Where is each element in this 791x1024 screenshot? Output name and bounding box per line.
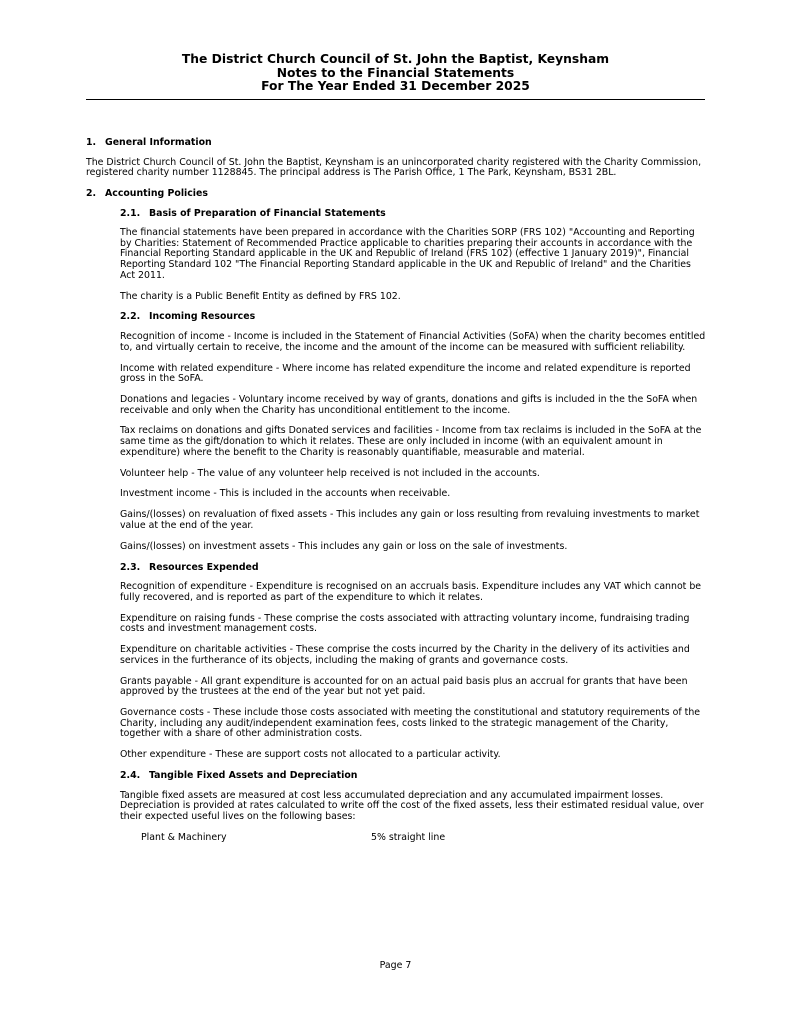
section-number: 1. bbox=[86, 137, 97, 148]
paragraph: Gains/(losses) on revaluation of fixed assets - This includes any gain or loss resulting from revaluing investments to market value at the end of the year. bbox=[120, 509, 700, 531]
paragraph: Recognition of expenditure - Expenditure is recognised on an accruals basis. Expenditure includes any VAT which cannot be fully recovered, and is reported as part of the expenditure to which it relates. bbox=[120, 581, 702, 603]
notes-body bbox=[86, 138, 706, 843]
section-heading-general-information bbox=[86, 138, 706, 149]
depreciation-rate-row bbox=[141, 833, 706, 844]
paragraph: The financial statements have been prepared in accordance with the Charities SORP (FRS 102) "Accounting and Reporting by Charities: Statement of Recommended Practice applicable to charities preparing their accounts in accordance with the Financial Reporting Standard applicable in the UK and Republic of Ireland (FRS 102) (effective 1 January 2019)", Financial Reporting Standard 102 "The Financial Reporting Standard applicable in the UK and Republic of Ireland" and the Charities Act 2011. bbox=[120, 227, 695, 281]
page-number: Page 7 bbox=[379, 960, 412, 971]
section-heading-accounting-policies bbox=[86, 189, 706, 200]
subsection-heading-resources-expended bbox=[120, 563, 706, 574]
paragraph: Recognition of income - Income is included in the Statement of Financial Activities (SoFA) when the charity becomes entitled to, and virtually certain to receive, the income and the amount of the income can be measured with sufficient reliability. bbox=[120, 331, 706, 353]
subsection-heading-basis-of-preparation bbox=[120, 209, 706, 220]
paragraph: Donations and legacies - Voluntary income received by way of grants, donations and gifts is included in the the SoFA when receivable and only when the Charity has unconditional entitlement to the income. bbox=[120, 393, 698, 416]
paragraph: Volunteer help - The value of any volunteer help received is not included in the accounts. bbox=[120, 467, 540, 479]
section-title: Accounting Policies bbox=[105, 188, 208, 200]
subsection-number: 2.4. bbox=[120, 770, 141, 782]
subsection-title: Basis of Preparation of Financial Statements bbox=[149, 207, 386, 219]
document-header bbox=[86, 53, 705, 94]
general-information-text: The District Church Council of St. John the Baptist, Keynsham is an unincorporated charity registered with the Charity Commission, registered charity number 1128845. The principal address is The Parish Office, 1 The Park, Keynsham, BS31 2BL. bbox=[86, 156, 702, 179]
subsection-number: 2.2. bbox=[120, 311, 141, 323]
paragraph: Grants payable - All grant expenditure is accounted for on an actual paid basis plus an accrual for grants that have been approved by the trustees at the end of the year but not yet paid. bbox=[120, 675, 688, 698]
subsection-heading-incoming-resources bbox=[120, 312, 706, 323]
paragraph: Income with related expenditure - Where income has related expenditure the income and related expenditure is reported gross in the SoFA. bbox=[120, 362, 691, 385]
paragraph: Tax reclaims on donations and gifts Donated services and facilities - Income from tax reclaims is included in the SoFA at the same time as the gift/donation to which it relates. These are only included in income (with an equivalent amount in expenditure) where the benefit to the Charity is reasonably quantifiable, measurable and material. bbox=[120, 425, 702, 458]
subsection-title: Resources Expended bbox=[149, 561, 259, 573]
section-number: 2. bbox=[86, 188, 97, 200]
asset-class: Plant & Machinery bbox=[141, 831, 227, 843]
document-title: Notes to the Financial Statements bbox=[276, 65, 515, 80]
paragraph: The charity is a Public Benefit Entity as defined by FRS 102. bbox=[120, 290, 401, 302]
paragraph: Tangible fixed assets are measured at cost less accumulated depreciation and any accumulated impairment losses. Depreciation is provided at rates calculated to write off the cost of the fixed assets, less their estimated residual value, over their expected useful lives on the following bases: bbox=[120, 789, 704, 822]
section-title: General Information bbox=[105, 137, 212, 148]
subsection-number: 2.3. bbox=[120, 561, 141, 573]
depreciation-rate: 5% straight line bbox=[371, 831, 446, 843]
period-title: For The Year Ended 31 December 2025 bbox=[261, 79, 530, 94]
charity-name: The District Church Council of St. John the Baptist, Keynsham bbox=[181, 52, 610, 66]
subsection-number: 2.1. bbox=[120, 207, 141, 219]
paragraph: Expenditure on charitable activities - These comprise the costs incurred by the Charity in the delivery of its activities and services in the furtherance of its objects, including the making of grants and governance costs. bbox=[120, 644, 690, 666]
header-divider bbox=[86, 99, 705, 100]
subsection-heading-tangible-fixed-assets bbox=[120, 771, 706, 782]
paragraph: Expenditure on raising funds - These comprise the costs associated with attracting voluntary income, fundraising trading costs and investment management costs. bbox=[120, 612, 690, 635]
paragraph: Other expenditure - These are support costs not allocated to a particular activity. bbox=[120, 749, 501, 761]
paragraph: Governance costs - These include those costs associated with meeting the constitutional and statutory requirements of the Charity, including any audit/independent examination fees, costs linked to the strategic management of the Charity, together with a share of other administration costs. bbox=[120, 707, 701, 740]
paragraph: Investment income - This is included in the accounts when receivable. bbox=[120, 488, 451, 500]
subsection-title: Tangible Fixed Assets and Depreciation bbox=[149, 770, 358, 782]
paragraph: Gains/(losses) on investment assets - This includes any gain or loss on the sale of investments. bbox=[120, 540, 568, 552]
subsection-title: Incoming Resources bbox=[149, 311, 256, 323]
